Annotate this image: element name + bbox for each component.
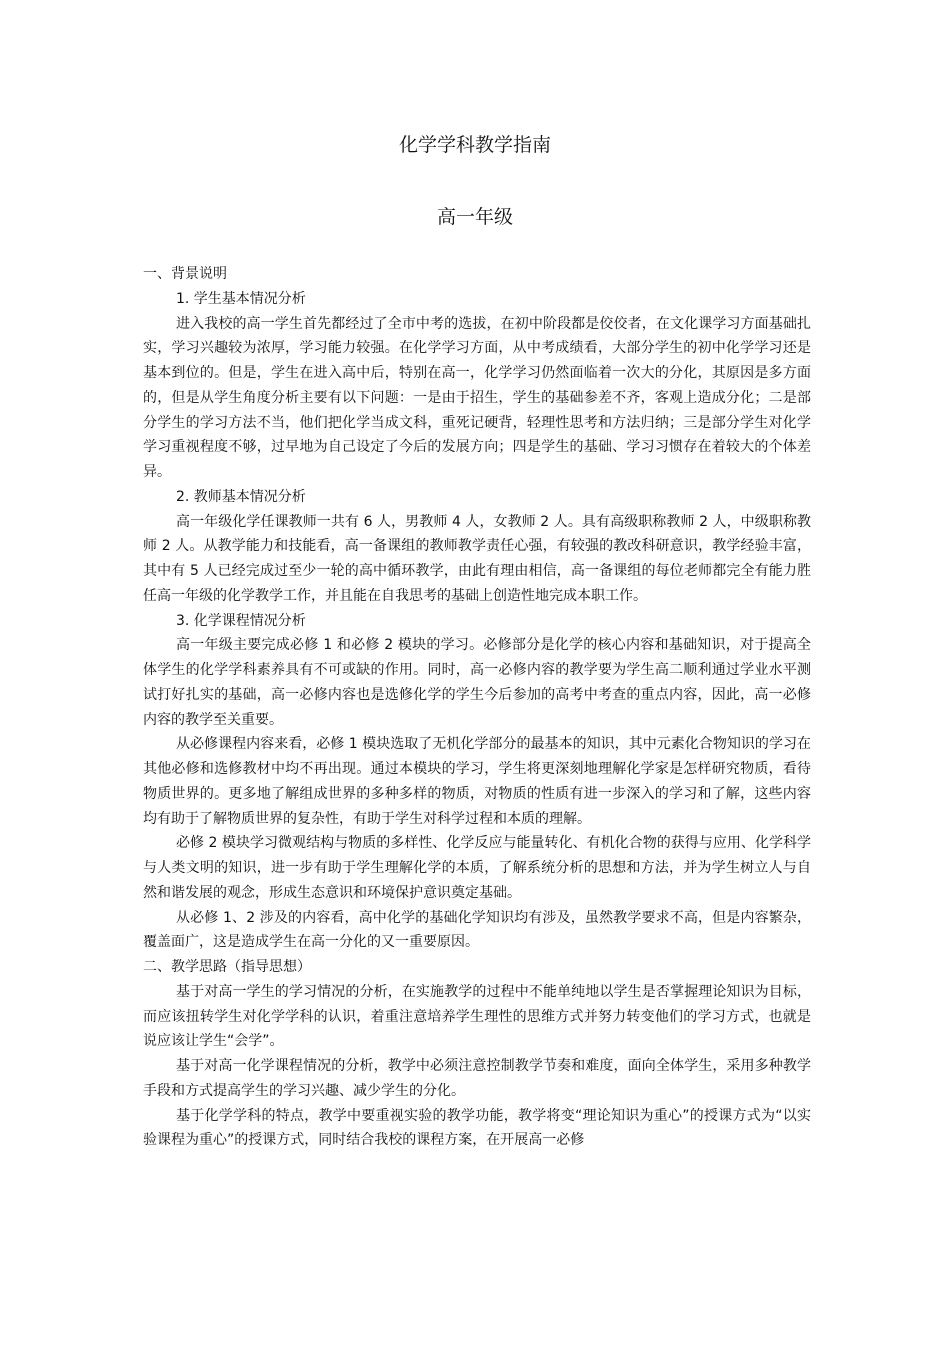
subsection-heading-students: 1. 学生基本情况分析	[176, 290, 306, 307]
paragraph-approach-experiments: 基于化学学科的特点，教学中要重视实验的教学功能，教学将变“理论知识为重心”的授课方式为“以实验课程为重心”的授课方式，同时结合我校的课程方案，在开展高一必修	[143, 1107, 811, 1149]
document-title: 化学学科教学指南	[398, 134, 551, 156]
paragraph-approach-course: 基于对高一化学课程情况的分析，教学中必须注意控制教学节奏和难度，面向全体学生，采用多种教学手段和方式提高学生的学习兴趣、减少学生的分化。	[143, 1058, 811, 1099]
document-body	[143, 262, 811, 1153]
paragraph-module-1: 从必修课程内容来看，必修 1 模块选取了无机化学部分的最基本的知识，其中元素化合物知识的学习在其他必修和选修教材中均不再出现。通过本模块的学习，学生将更深刻地理解化学家是怎样研究物质，看待物质世界的。更多地了解组成世界的多种多样的物质，对物质的性质有进一步深入的学习和了解，这些内容均有助于了解物质世界的复杂性，有助于学生对科学过程和本质的理解。	[143, 736, 811, 827]
paragraph-curriculum-overview: 高一年级主要完成必修 1 和必修 2 模块的学习。必修部分是化学的核心内容和基础知识，对于提高全体学生的化学学科素养具有不可或缺的作用。同时，高一必修内容的教学要为学生高二顺利通过学业水平测试打好扎实的基础，高一必修内容也是选修化学的学生今后参加的高考中考查的重点内容，因此，高一必修内容的教学至关重要。	[143, 637, 811, 728]
subsection-heading-teachers: 2. 教师基本情况分析	[176, 488, 306, 505]
paragraph-modules-summary: 从必修 1、2 涉及的内容看，高中化学的基础化学知识均有涉及，虽然教学要求不高，但是内容繁杂，覆盖面广，这是造成学生在高一分化的又一重要原因。	[143, 909, 811, 951]
paragraph-students: 进入我校的高一学生首先都经过了全市中考的选拔，在初中阶段都是佼佼者，在文化课学习方面基础扎实，学习兴趣较为浓厚，学习能力较强。在化学学习方面，从中考成绩看，大部分学生的初中化学学习还是基本到位的。但是，学生在进入高中后，特别在高一，化学学习仍然面临着一次大的分化，其原因是多方面的，但是从学生角度分析主要有以下问题：一是由于招生，学生的基础参差不齐，客观上造成分化；二是部分学生的学习方法不当，他们把化学当成文科，重死记硬背，轻理性思考和方法归纳；三是部分学生对化学学习重视程度不够，过早地为自己设定了今后的发展方向；四是学生的基础、学习习惯存在着较大的个体差异。	[143, 315, 811, 480]
subsection-heading-curriculum: 3. 化学课程情况分析	[176, 612, 306, 629]
paragraph-approach-learning: 基于对高一学生的学习情况的分析，在实施教学的过程中不能单纯地以学生是否掌握理论知识为目标，而应该扭转学生对化学学科的认识，着重注意培养学生理性的思维方式并努力转变他们的学习方式，也就是说应该让学生“会学”。	[143, 983, 811, 1050]
section-heading-background: 一、背景说明	[143, 266, 227, 282]
paragraph-module-2: 必修 2 模块学习微观结构与物质的多样性、化学反应与能量转化、有机化合物的获得与应用、化学科学与人类文明的知识，进一步有助于学生理解化学的本质，了解系统分析的思想和方法，并为学生树立人与自然和谐发展的观念，形成生态意识和环境保护意识奠定基础。	[143, 835, 811, 901]
section-heading-teaching-approach: 二、教学思路（指导思想）	[143, 959, 311, 975]
document-subtitle: 高一年级	[436, 206, 513, 228]
paragraph-teachers: 高一年级化学任课教师一共有 6 人，男教师 4 人，女教师 2 人。具有高级职称教师 2 人，中级职称教师 2 人。从教学能力和技能看，高一备课组的教师教学责任心强，有较强的教改科研意识，教学经验丰富，其中有 5 人已经完成过至少一轮的高中循环教学，由此有理由相信，高一备课组的每位老师都完全有能力胜任高一年级的化学教学工作，并且能在自我思考的基础上创造性地完成本职工作。	[143, 513, 811, 604]
